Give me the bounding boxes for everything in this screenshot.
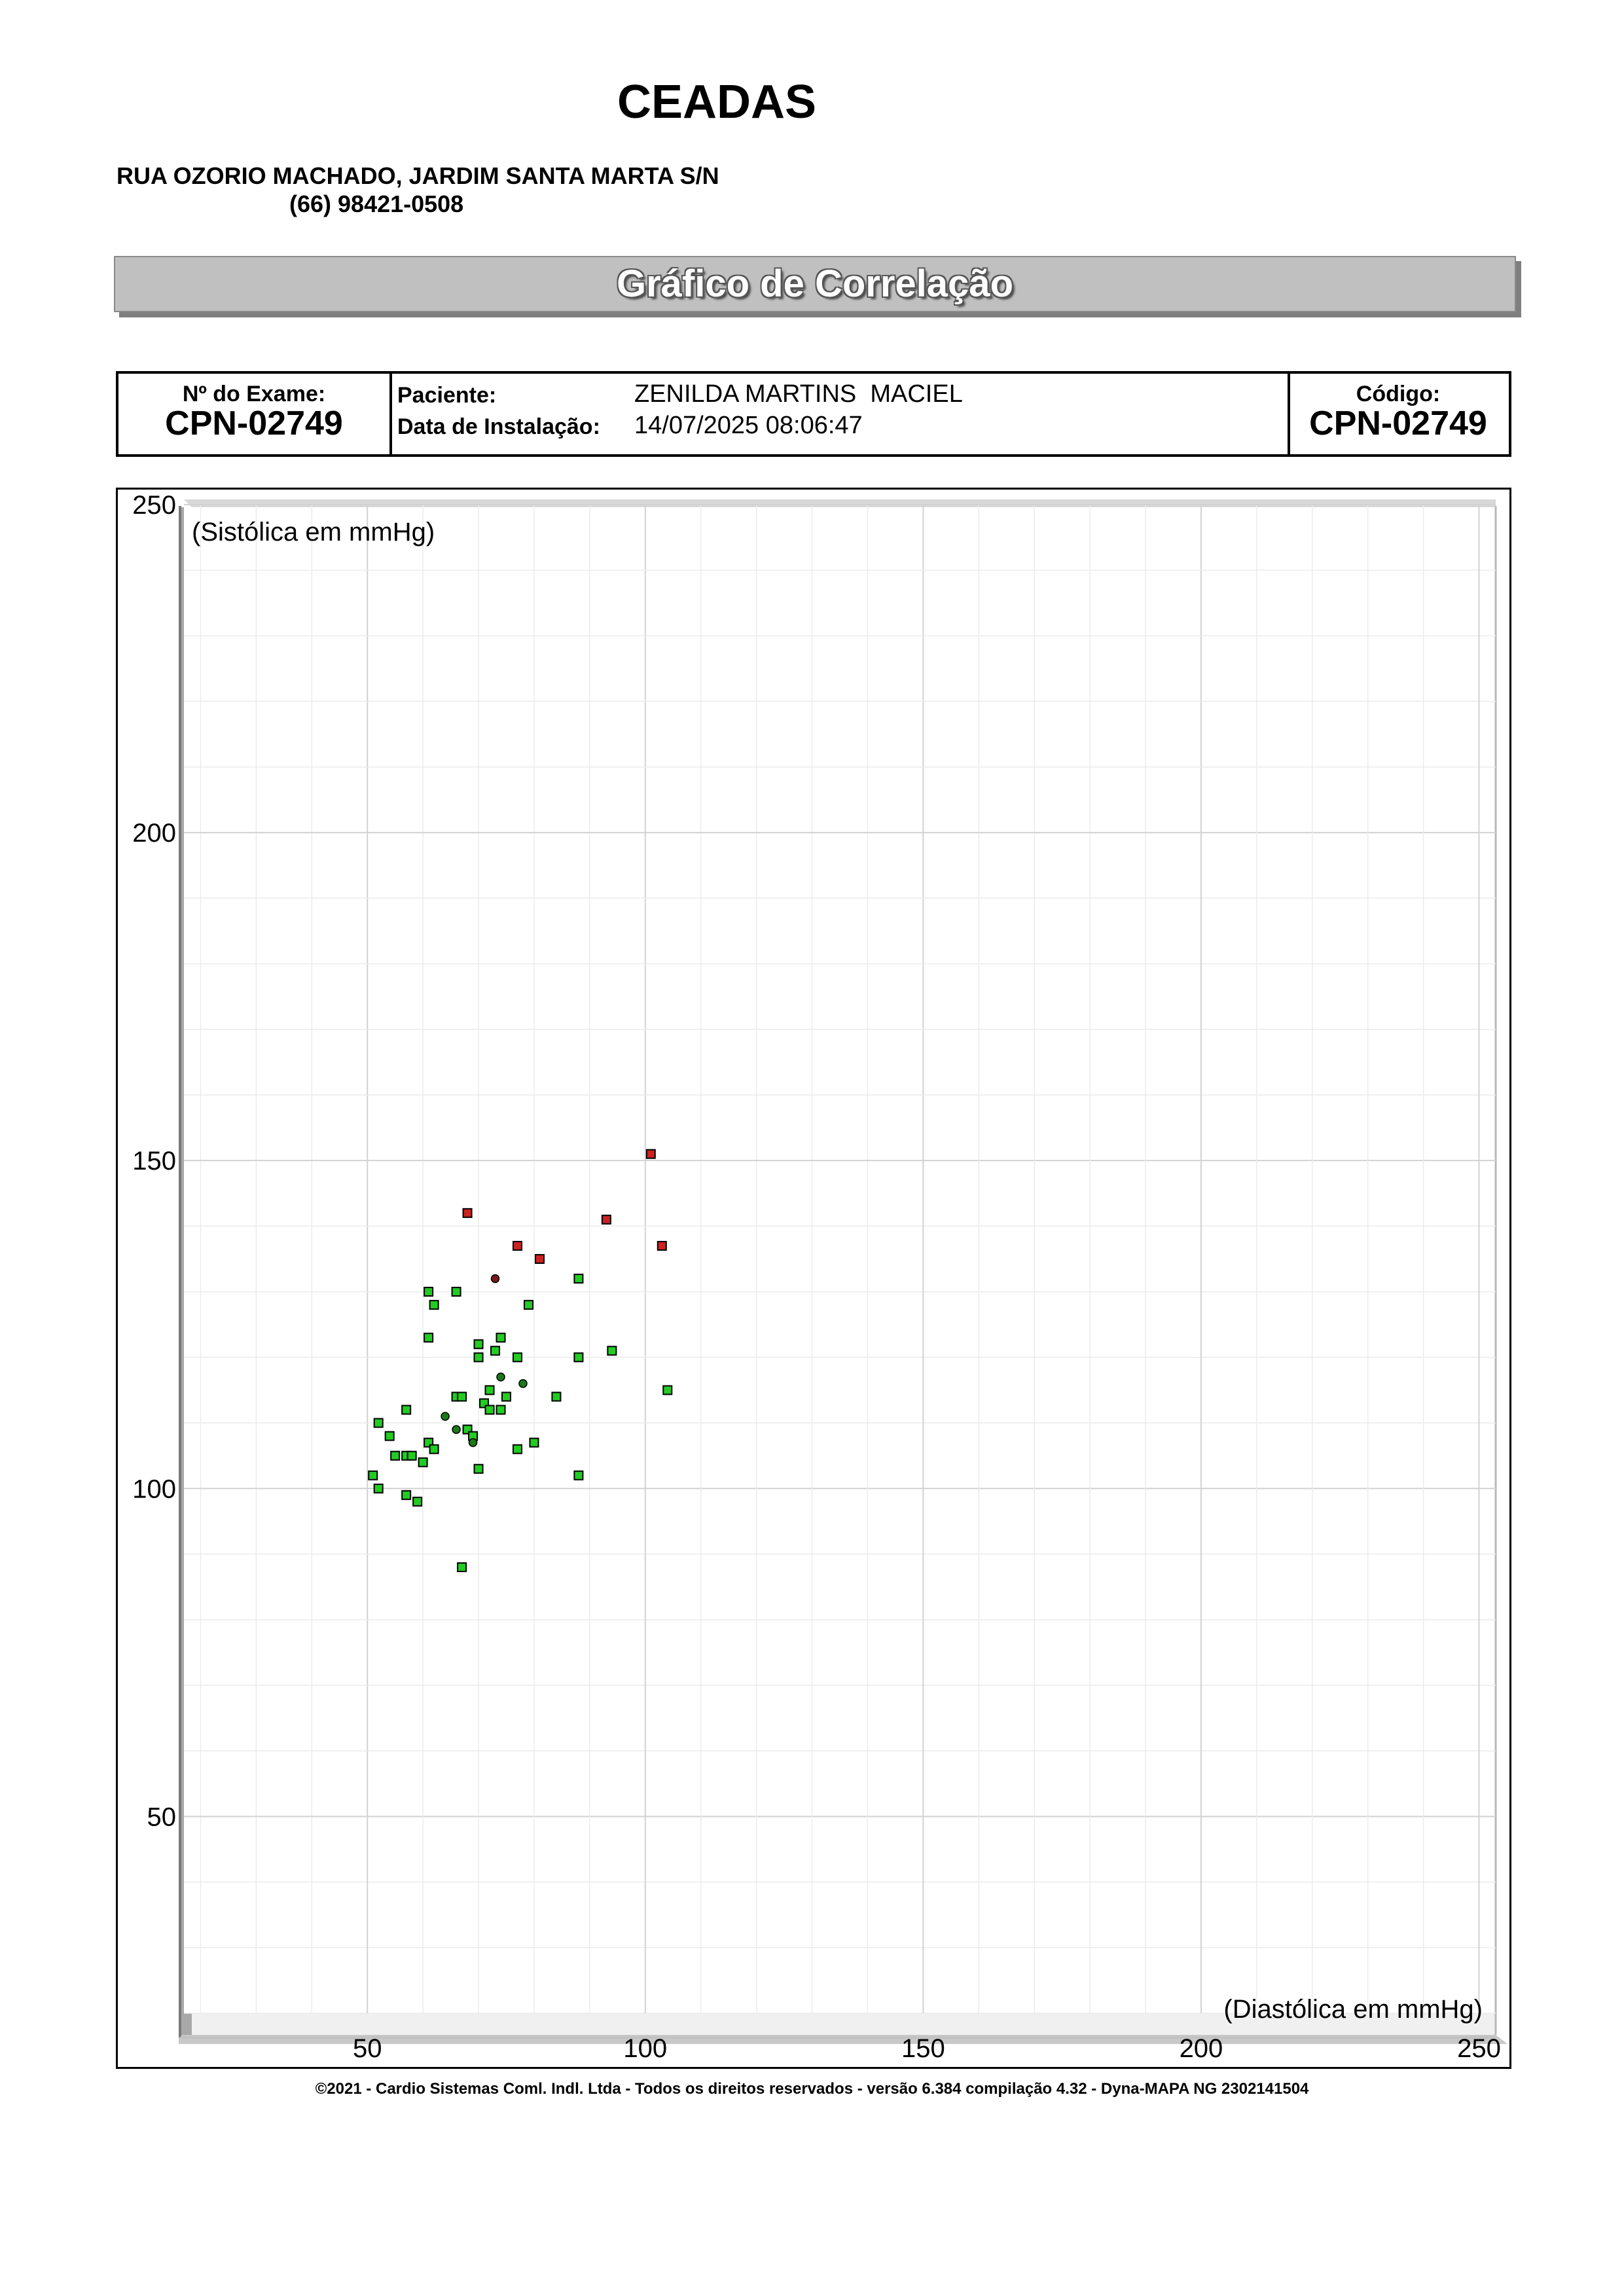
frame-top — [184, 499, 1496, 507]
elevated-reading-point — [492, 1275, 499, 1283]
normal-reading-point — [374, 1484, 383, 1493]
organization-phone: (66) 98421-0508 — [289, 190, 464, 217]
install-date-value: 14/07/2025 08:06:47 — [634, 412, 863, 439]
elevated-reading-point — [513, 1242, 522, 1250]
normal-reading-point — [574, 1471, 583, 1480]
normal-reading-point — [574, 1274, 583, 1283]
normal-reading-point — [408, 1452, 416, 1460]
normal-reading-point — [475, 1340, 483, 1348]
plot-area — [184, 505, 1496, 2013]
elevated-reading-point — [463, 1209, 472, 1217]
copyright-footer: ©2021 - Cardio Sistemas Coml. Indl. Ltda - Todos os direitos reservados - versão 6.384 compilação 4.32 - Dyna-MAPA NG 2302141504 — [315, 2080, 1309, 2098]
y-tick-label: 50 — [147, 1803, 176, 1832]
elevated-reading-point — [658, 1242, 666, 1250]
elevated-reading-point — [602, 1215, 611, 1224]
exam-info-box — [116, 371, 1511, 457]
normal-reading-point — [419, 1458, 427, 1467]
normal-reading-point — [486, 1386, 494, 1394]
normal-reading-point — [552, 1392, 560, 1401]
normal-reading-point — [491, 1346, 499, 1355]
x-axis-label: (Diastólica em mmHg) — [1223, 1995, 1483, 2024]
normal-reading-point — [424, 1333, 433, 1342]
y-tick-label: 200 — [132, 819, 176, 848]
normal-reading-point — [502, 1392, 511, 1401]
normal-reading-point — [524, 1300, 533, 1309]
normal-reading-point — [452, 1426, 460, 1433]
normal-reading-point — [458, 1563, 466, 1571]
normal-reading-point — [497, 1373, 505, 1381]
correlation-chart — [118, 490, 1509, 2067]
elevated-reading-point — [647, 1150, 655, 1158]
x-tick-label: 200 — [1179, 2034, 1223, 2063]
y-tick-label: 100 — [132, 1475, 176, 1504]
normal-reading-point — [469, 1439, 477, 1446]
normal-reading-point — [663, 1386, 672, 1394]
exam-number-value: CPN-02749 — [165, 404, 343, 442]
patient-cell — [389, 374, 1290, 454]
patient-name: ZENILDA MARTINS MACIEL — [634, 380, 963, 408]
normal-reading-point — [424, 1287, 433, 1296]
code-label: Código: — [1356, 382, 1441, 406]
elevated-reading-point — [535, 1255, 544, 1263]
normal-reading-point — [486, 1406, 494, 1414]
normal-reading-point — [430, 1300, 439, 1309]
y-tick-label: 250 — [132, 491, 176, 520]
install-date-label: Data de Instalação: — [397, 414, 600, 439]
exam-number-label: Nº do Exame: — [182, 382, 326, 406]
normal-reading-point — [413, 1498, 422, 1506]
normal-reading-point — [386, 1432, 394, 1441]
normal-reading-point — [574, 1353, 583, 1361]
report-title: Gráfico de Correlação — [617, 262, 1013, 305]
normal-reading-point — [458, 1392, 466, 1401]
normal-reading-point — [402, 1406, 410, 1414]
normal-reading-point — [430, 1445, 439, 1454]
exam-number-cell — [118, 374, 392, 454]
organization-name: CEADAS — [617, 76, 817, 128]
normal-reading-point — [369, 1471, 377, 1480]
normal-reading-point — [513, 1353, 522, 1361]
x-tick-label: 50 — [352, 2034, 382, 2063]
y-axis-label: (Sistólica em mmHg) — [192, 518, 435, 547]
normal-reading-point — [475, 1353, 483, 1361]
normal-reading-point — [513, 1445, 522, 1454]
normal-reading-point — [519, 1380, 527, 1388]
organization-address: RUA OZORIO MACHADO, JARDIM SANTA MARTA S/N — [117, 162, 719, 189]
normal-reading-point — [402, 1491, 410, 1499]
normal-reading-point — [497, 1406, 505, 1414]
normal-reading-point — [452, 1287, 461, 1296]
x-tick-label: 100 — [623, 2034, 668, 2063]
patient-label: Paciente: — [397, 383, 497, 408]
report-title-bar — [114, 256, 1516, 312]
normal-reading-point — [441, 1412, 449, 1420]
normal-reading-point — [530, 1439, 538, 1447]
chart-frame — [116, 488, 1511, 2069]
normal-reading-point — [607, 1346, 616, 1355]
normal-reading-point — [475, 1465, 483, 1473]
x-tick-label: 150 — [901, 2034, 945, 2063]
normal-reading-point — [391, 1452, 399, 1460]
x-tick-label: 250 — [1457, 2034, 1501, 2063]
y-tick-label: 150 — [132, 1147, 176, 1176]
normal-reading-point — [374, 1419, 383, 1427]
normal-reading-point — [497, 1333, 505, 1342]
code-value: CPN-02749 — [1309, 404, 1487, 442]
code-cell — [1288, 374, 1509, 454]
